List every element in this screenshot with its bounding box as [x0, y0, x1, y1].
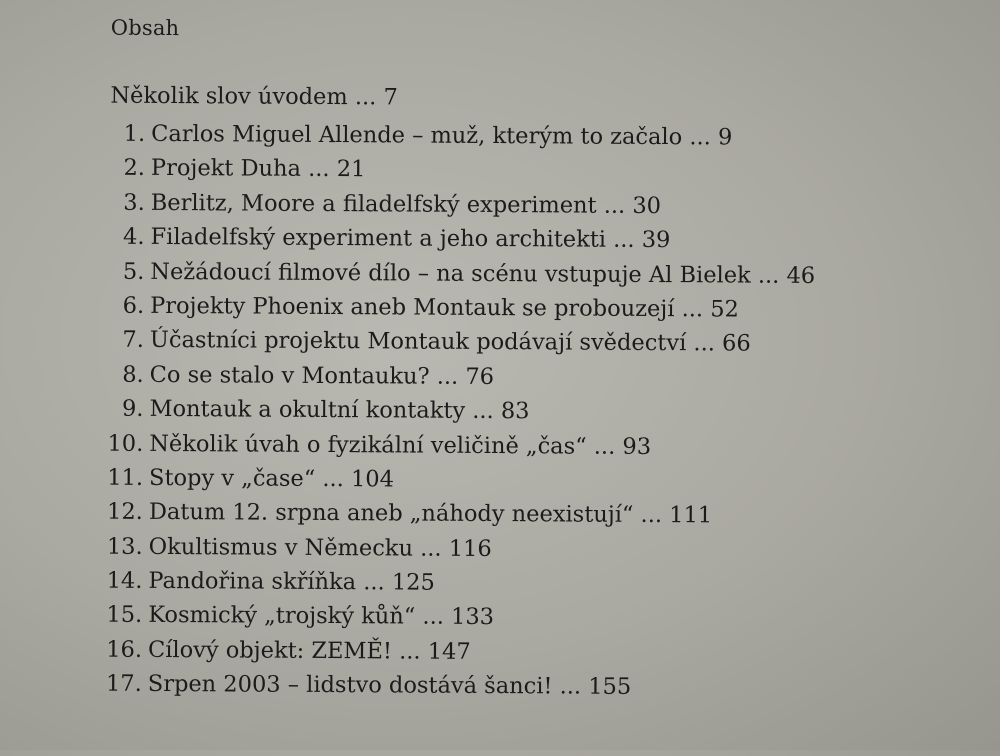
toc-intro-entry	[110, 83, 398, 111]
entry-separator: ...	[300, 156, 337, 183]
toc-entry	[102, 220, 815, 259]
entry-number: 10.	[107, 430, 144, 457]
toc-entry	[101, 495, 814, 534]
toc-entry	[101, 529, 814, 568]
entry-page: 125	[391, 569, 435, 596]
toc-entry	[102, 323, 815, 362]
toc-entry	[101, 392, 814, 431]
entry-separator: ...	[686, 330, 723, 357]
entry-page: 21	[336, 156, 366, 183]
entry-number: 9.	[121, 395, 144, 423]
entry-number: 6.	[122, 292, 145, 319]
entry-separator: ...	[674, 296, 711, 323]
entry-page: 46	[786, 262, 816, 289]
entry-title: Srpen 2003 – lidstvo dostává šanci!	[147, 671, 553, 700]
entry-separator: ...	[633, 502, 670, 529]
entry-title: Filadelfský experiment a jeho architekti	[150, 224, 607, 253]
toc-entry	[102, 289, 815, 328]
entry-title: Nežádoucí filmové dílo – na scénu vstupuje Al Bielek	[150, 258, 751, 289]
entry-separator: ...	[429, 363, 466, 390]
toc-entry	[100, 598, 813, 637]
toc-entry	[102, 357, 815, 396]
entry-title: Stopy v „čase“	[149, 464, 316, 492]
entry-page: 93	[622, 433, 652, 460]
toc-entry	[101, 461, 814, 500]
entry-separator: ...	[552, 673, 589, 700]
toc-entry	[100, 667, 813, 706]
entry-page: 7	[383, 84, 398, 111]
entry-number: 16.	[106, 636, 143, 663]
entry-separator: ...	[605, 226, 642, 254]
entry-page: 66	[721, 330, 751, 357]
entry-page: 30	[632, 192, 662, 219]
entry-number: 2.	[123, 155, 146, 182]
entry-separator: ...	[356, 569, 392, 596]
entry-separator: ...	[596, 192, 633, 219]
entry-page: 39	[641, 227, 671, 254]
entry-number: 14.	[106, 567, 143, 594]
contents-heading: Obsah	[110, 15, 180, 41]
entry-page: 147	[427, 638, 471, 665]
toc-entry	[103, 117, 816, 156]
entry-title: Několik slov úvodem	[110, 82, 348, 111]
entry-number: 7.	[122, 327, 145, 354]
table-of-contents	[100, 117, 816, 706]
toc-entry	[100, 632, 813, 671]
entry-title: Berlitz, Moore a filadelfský experiment	[150, 189, 597, 219]
entry-title: Okultismus v Německu	[148, 533, 414, 562]
toc-entry	[101, 426, 814, 465]
entry-title: Carlos Miguel Allende – muž, kterým to začalo	[151, 120, 683, 151]
toc-entry	[103, 185, 816, 224]
entry-separator: ...	[586, 433, 623, 460]
entry-title: Co se stalo v Montauku?	[149, 361, 430, 390]
entry-page: 76	[465, 363, 495, 390]
entry-number: 15.	[106, 602, 143, 629]
entry-number: 17.	[105, 670, 142, 698]
entry-page: 155	[588, 673, 632, 701]
entry-page: 52	[710, 296, 739, 323]
entry-separator: ...	[315, 465, 352, 493]
entry-number: 12.	[106, 498, 143, 526]
entry-page: 9	[717, 124, 733, 151]
entry-title: Účastníci projektu Montauk podávají svědectví	[149, 327, 687, 357]
entry-title: Datum 12. srpna aneb „náhody neexistují“	[148, 499, 634, 529]
entry-separator: ...	[465, 397, 501, 425]
toc-entry	[102, 254, 815, 293]
entry-page: 83	[500, 398, 530, 425]
entry-number: 13.	[106, 533, 143, 560]
entry-separator: ...	[415, 604, 452, 631]
entry-number: 5.	[122, 258, 145, 285]
entry-separator: ...	[347, 84, 384, 111]
entry-title: Projekty Phoenix aneb Montauk se probouzejí	[150, 292, 675, 323]
entry-page: 111	[669, 502, 713, 529]
entry-separator: ...	[750, 262, 787, 289]
entry-separator: ...	[682, 124, 719, 151]
entry-page: 104	[350, 466, 395, 493]
entry-title: Montauk a okultní kontakty	[149, 396, 466, 424]
entry-title: Několik úvah o fyzikální veličině „čas“	[149, 430, 587, 460]
entry-title: Cílový objekt: ZEMĚ!	[147, 636, 393, 665]
entry-page: 133	[451, 604, 495, 631]
entry-number: 4.	[123, 223, 145, 251]
entry-title: Kosmický „trojský kůň“	[148, 602, 416, 631]
entry-title: Projekt Duha	[150, 155, 302, 183]
toc-entry	[100, 564, 813, 603]
entry-number: 1.	[123, 120, 146, 147]
entry-separator: ...	[412, 535, 449, 562]
entry-number: 3.	[123, 189, 145, 216]
entry-separator: ...	[391, 638, 428, 665]
entry-title: Pandořina skříňka	[148, 567, 357, 596]
entry-number: 11.	[107, 464, 144, 491]
entry-number: 8.	[122, 361, 144, 388]
toc-entry	[103, 151, 816, 190]
entry-page: 116	[448, 535, 492, 562]
